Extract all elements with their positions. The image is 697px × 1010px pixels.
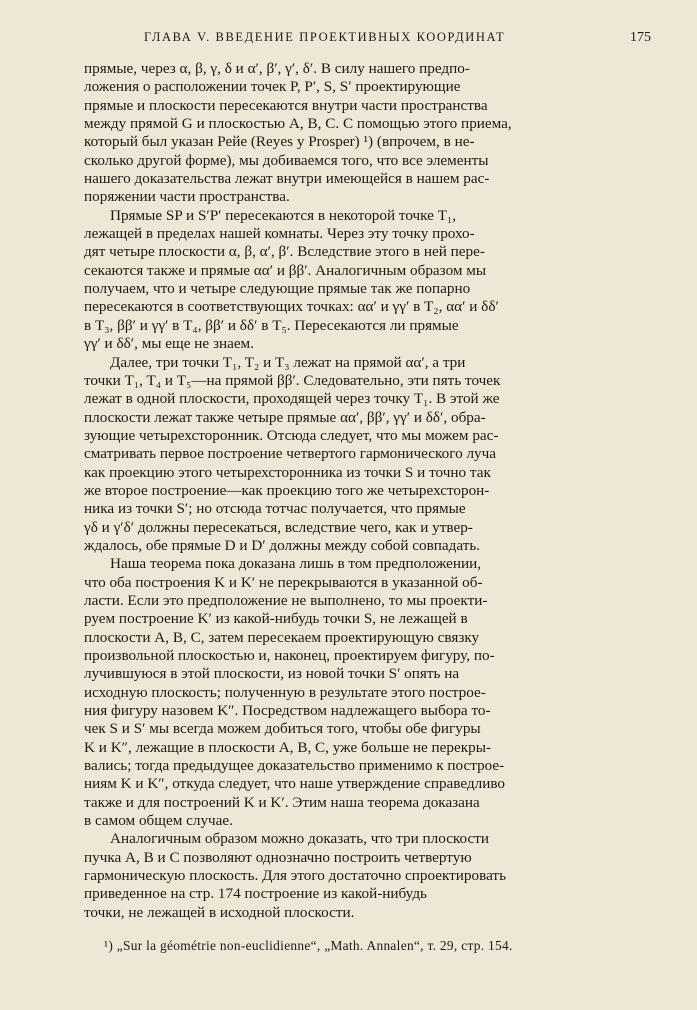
text-line: в T₃, ββ′ и γγ′ в T₄, ββ′ и δδ′ в T₅. Пересекаются ли прямые [84,316,459,334]
text-line: γδ и γ′δ′ должны пересекаться, вследствие чего, как и утвер- [84,518,473,536]
text-line: прямые, через α, β, γ, δ и α′, β′, γ′, δ′. В силу нашего предпо- [84,60,470,77]
text-line: который был указан Рейе (Reyes y Prosper) ¹) (впрочем, в не- [84,133,475,151]
text-line: зующие четырехсторонник. Отсюда следует, что мы можем рас- [84,426,499,444]
paragraph [84,354,651,556]
text-line: между прямой G и плоскостью A, B, C. С помощью этого приема, [84,115,512,133]
text-line: вались; тогда предыдущее доказательство применимо к построе- [84,757,505,775]
running-title: ГЛАВА V. ВВЕДЕНИЕ ПРОЕКТИВНЫХ КООРДИНАТ [144,30,506,44]
text-line: поряжении части пространства. [84,188,290,206]
text-line: сколько другой форме), мы добиваемся того, что все элементы [84,151,489,169]
text-line: Аналогичным образом можно доказать, что три плоскости [110,830,490,848]
text-line: нашего доказательства лежат внутри имеющейся в нашем рас- [84,170,490,188]
text-line: K и K″, лежащие в плоскости A, B, C, уже больше не перекры- [84,738,491,756]
text-line: плоскости A, B, C, затем пересекаем проектирующую связку [84,628,480,646]
main-text [84,60,651,922]
text-line: ния фигуру назовем K″. Посредством надлежащего выбора то- [84,702,491,720]
page-header [84,30,651,60]
text-line: лежащей в пределах нашей комнаты. Через эту точку прохо- [84,225,475,243]
text-line: ника из точки S′; но отсюда тотчас получается, что прямые [84,500,466,518]
text-line: же второе построение—как проекцию того же четырехсторон- [84,481,490,499]
text-line: ласти. Если это предположение не выполнено, то мы проекти- [84,591,488,609]
footnote: ¹) „Sur la géométrie non-euclidienne“, „Math. Annalen“, т. 29, стр. 154. [104,938,513,953]
text-line: сматривать первое построение четвертого гармонического луча [84,445,497,463]
paragraph [84,207,651,354]
text-line: ждалось, обе прямые D и D′ должны между собой совпадать. [84,536,481,554]
text-line: пучка A, B и C позволяют однозначно построить четвертую [84,848,472,866]
text-line: пересекаются в соответствующих точках: αα′ и γγ′ в T₂, αα′ и δδ′ [84,298,499,316]
text-line: ложения о расположении точек P, P′, S, S′ проектирующие [84,78,461,96]
text-line: γγ′ и δδ′, мы еще не знаем. [84,335,254,353]
text-line: также и для построений K и K′. Этим наша теорема доказана [84,793,480,811]
text-line: точки T₁, T₄ и T₅—на прямой ββ′. Следовательно, эти пять точек [84,371,501,389]
text-line: ниям K и K″, откуда следует, что наше утверждение справедливо [84,775,506,793]
text-line: Далее, три точки T₁, T₂ и T₃ лежат на прямой αα′, а три [110,353,466,371]
text-line: что оба построения K и K′ не перекрываются в указанной об- [84,573,483,591]
text-line: как проекцию этого четырехсторонника из точки S и точно так [84,463,491,481]
text-line: Прямые SP и S′P′ пересекаются в некоторой точке T₁, [110,206,457,224]
text-line: секаются также и прямые αα′ и ββ′. Аналогичным образом мы [84,261,487,279]
text-line: плоскости лежат также четыре прямые αα′, ββ′, γγ′ и δδ′, обра- [84,408,486,426]
text-line: руем построение K′ из какой-нибудь точки S, не лежащей в [84,610,468,628]
text-line: чек S и S′ мы всегда можем добиться того, чтобы обе фигуры [84,720,481,738]
text-line: в самом общем случае. [84,812,233,830]
text-line: прямые и плоскости пересекаются внутри части пространства [84,96,488,114]
paragraph [84,555,651,830]
text-line: получаем, что и четыре следующие прямые так же попарно [84,280,471,298]
text-line: лучившуюся в этой плоскости, из новой точки S′ опять на [84,665,460,683]
text-line: исходную плоскость; полученную в результате этого построе- [84,683,486,701]
paragraph [84,60,651,207]
page-number: 175 [630,30,651,45]
text-line: лежат в одной плоскости, проходящей через точку T₁. В этой же [84,390,500,408]
text-line: произвольной плоскостью и, наконец, проектируем фигуру, по- [84,647,495,664]
text-line: дят четыре плоскости α, β, α′, β′. Вследствие этого в ней пере- [84,243,485,261]
paragraph [84,830,651,922]
text-line: Наша теорема пока доказана лишь в том предположении, [110,555,482,573]
text-line: приведенное на стр. 174 построение из какой-нибудь [84,885,427,903]
text-line: точки, не лежащей в исходной плоскости. [84,903,355,921]
text-line: гармоническую плоскость. Для этого достаточно спроектировать [84,867,507,885]
